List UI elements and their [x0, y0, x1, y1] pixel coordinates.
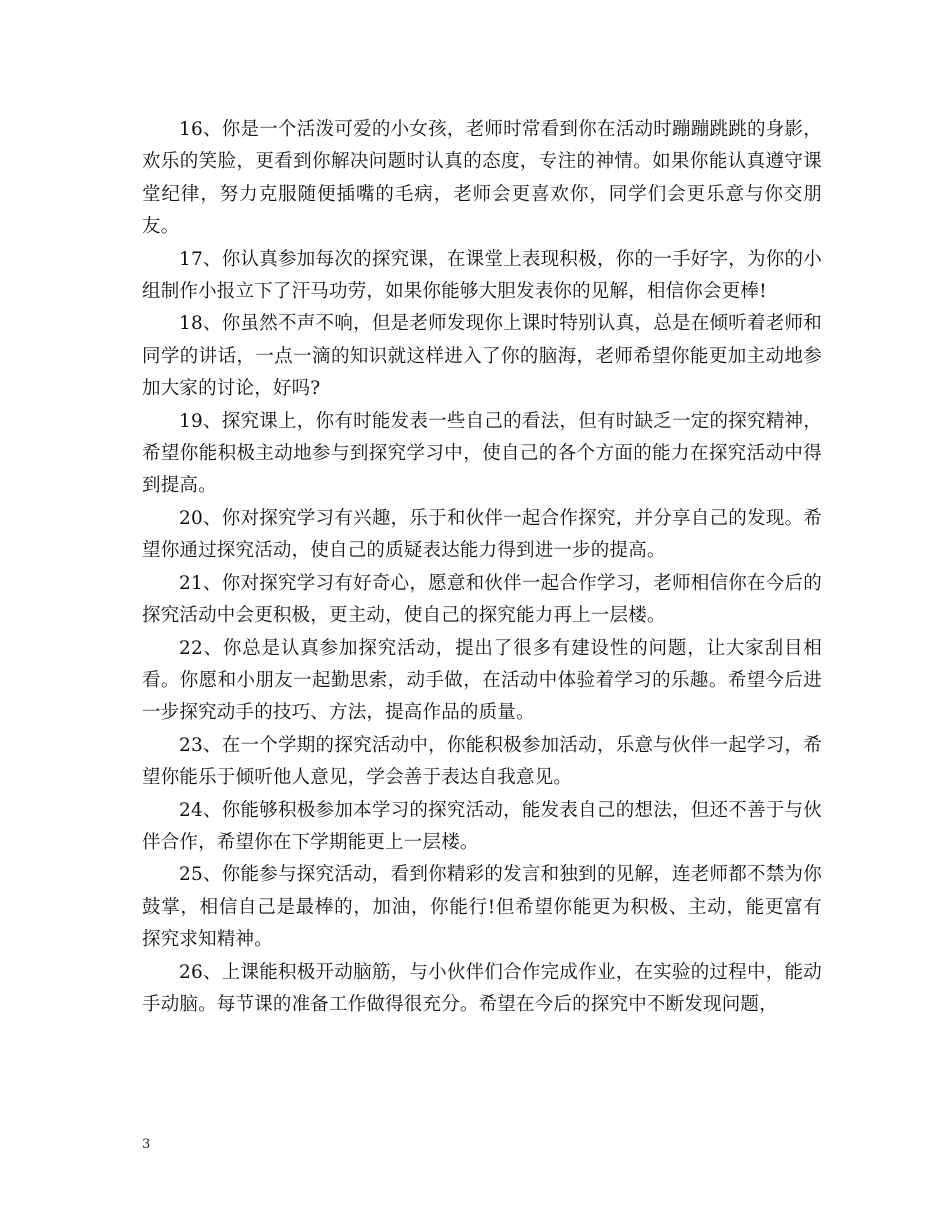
- paragraph-17: 17、你认真参加每次的探究课，在课堂上表现积极，你的一手好字，为你的小组制作小报立下了汗马功劳，如果你能够大胆发表你的见解，相信你会更棒!: [142, 248, 822, 303]
- paragraph-26: 26、上课能积极开动脑筋，与小伙伴们合作完成作业，在实验的过程中，能动手动脑。每节课的准备工作做得很充分。希望在今后的探究中不断发现问题，: [142, 961, 822, 1015]
- paragraph-19: 19、探究课上，你有时能发表一些自己的看法，但有时缺乏一定的探究精神，希望你能积极主动地参与到探究学习中，使自己的各个方面的能力在探究活动中得到提高。: [142, 410, 822, 497]
- paragraph-21: 21、你对探究学习有好奇心，愿意和伙伴一起合作学习，老师相信你在今后的探究活动中会更积极，更主动，使自己的探究能力再上一层楼。: [142, 572, 822, 627]
- document-body: [142, 114, 822, 1021]
- paragraph-18: 18、你虽然不声不响，但是老师发现你上课时特别认真，总是在倾听着老师和同学的讲话，一点一滴的知识就这样进入了你的脑海，老师希望你能更加主动地参加大家的讨论，好吗?: [142, 313, 822, 400]
- page-number: 3: [142, 1137, 151, 1152]
- paragraph-24: 24、你能够积极参加本学习的探究活动，能发表自己的想法，但还不善于与伙伴合作，希望你在下学期能更上一层楼。: [142, 799, 822, 853]
- paragraph-22: 22、你总是认真参加探究活动，提出了很多有建设性的问题，让大家刮目相看。你愿和小朋友一起勤思索，动手做，在活动中体验着学习的乐趣。希望今后进一步探究动手的技巧、方法，提高作品的质量。: [142, 637, 822, 724]
- paragraph-16: 16、你是一个活泼可爱的小女孩，老师时常看到你在活动时蹦蹦跳跳的身影，欢乐的笑脸，更看到你解决问题时认真的态度，专注的神情。如果你能认真遵守课堂纪律，努力克服随便插嘴的毛病，老师会更喜欢你，同学们会更乐意与你交朋友。: [142, 119, 822, 238]
- paragraph-25: 25、你能参与探究活动，看到你精彩的发言和独到的见解，连老师都不禁为你鼓掌，相信自己是最棒的，加油，你能行!但希望你能更为积极、主动，能更富有探究求知精神。: [142, 864, 822, 951]
- paragraph-20: 20、你对探究学习有兴趣，乐于和伙伴一起合作探究，并分享自己的发现。希望你通过探究活动，使自己的质疑表达能力得到进一步的提高。: [142, 507, 822, 562]
- paragraph-23: 23、在一个学期的探究活动中，你能积极参加活动，乐意与伙伴一起学习，希望你能乐于倾听他人意见，学会善于表达自我意见。: [142, 734, 822, 789]
